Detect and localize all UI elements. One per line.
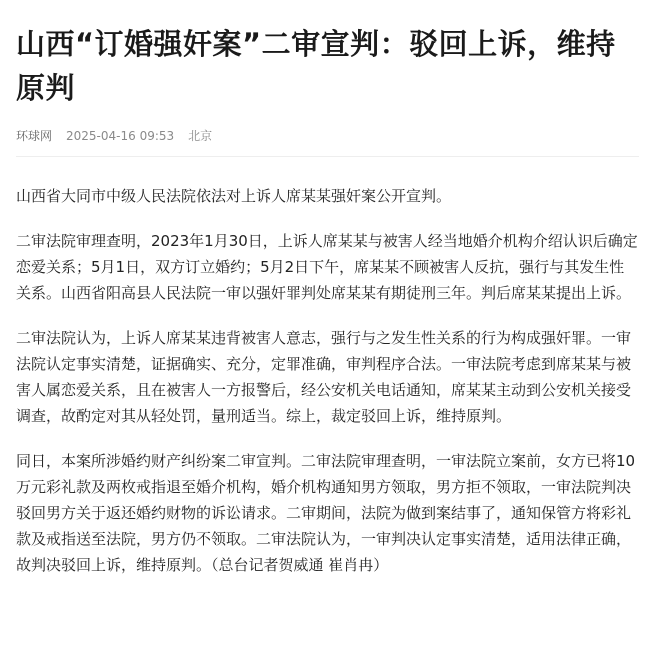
article-location: 北京 xyxy=(188,129,213,143)
article-meta xyxy=(16,128,639,144)
article-paragraph: 二审法院审理查明，2023年1月30日，上诉人席某某与被害人经当地婚介机构介绍认识后确定恋爱关系；5月1日，双方订立婚约；5月2日下午，席某某不顾被害人反抗，强行与其发生性关系。山西省阳高县人民法院一审以强奸罪判处席某某有期徒刑三年。判后席某某提出上诉。 xyxy=(16,232,638,302)
article-body xyxy=(16,183,639,578)
article-title: 山西“订婚强奸案”二审宣判：驳回上诉，维持原判 xyxy=(16,27,616,105)
article-datetime: 2025-04-16 09:53 xyxy=(66,129,175,143)
article-paragraph: 山西省大同市中级人民法院依法对上诉人席某某强奸案公开宣判。 xyxy=(16,187,452,205)
article-paragraph: 二审法院认为，上诉人席某某违背被害人意志，强行与之发生性关系的行为构成强奸罪。一审法院认定事实清楚，证据确实、充分，定罪准确，审判程序合法。一审法院考虑到席某某与被害人属恋爱关系，且在被害人一方报警后，经公安机关电话通知，席某某主动到公安机关接受调查，故酌定对其从轻处罚，量刑适当。综上，裁定驳回上诉，维持原判。 xyxy=(16,329,632,425)
article-paragraph: 同日，本案所涉婚约财产纠纷案二审宣判。二审法院审理查明，一审法院立案前，女方已将10万元彩礼款及两枚戒指退至婚介机构，婚介机构通知男方领取，男方拒不领取，一审法院判决驳回男方关于返还婚约财物的诉讼请求。二审期间，法院为做到案结事了，通知保管方将彩礼款及戒指送至法院，男方仍不领取。二审法院认为，一审判决认定事实清楚，适用法律正确，故判决驳回上诉，维持原判。（总台记者贺威通 崔肖冉） xyxy=(16,452,636,574)
article-source[interactable]: 环球网 xyxy=(16,129,53,143)
meta-divider xyxy=(16,156,639,157)
